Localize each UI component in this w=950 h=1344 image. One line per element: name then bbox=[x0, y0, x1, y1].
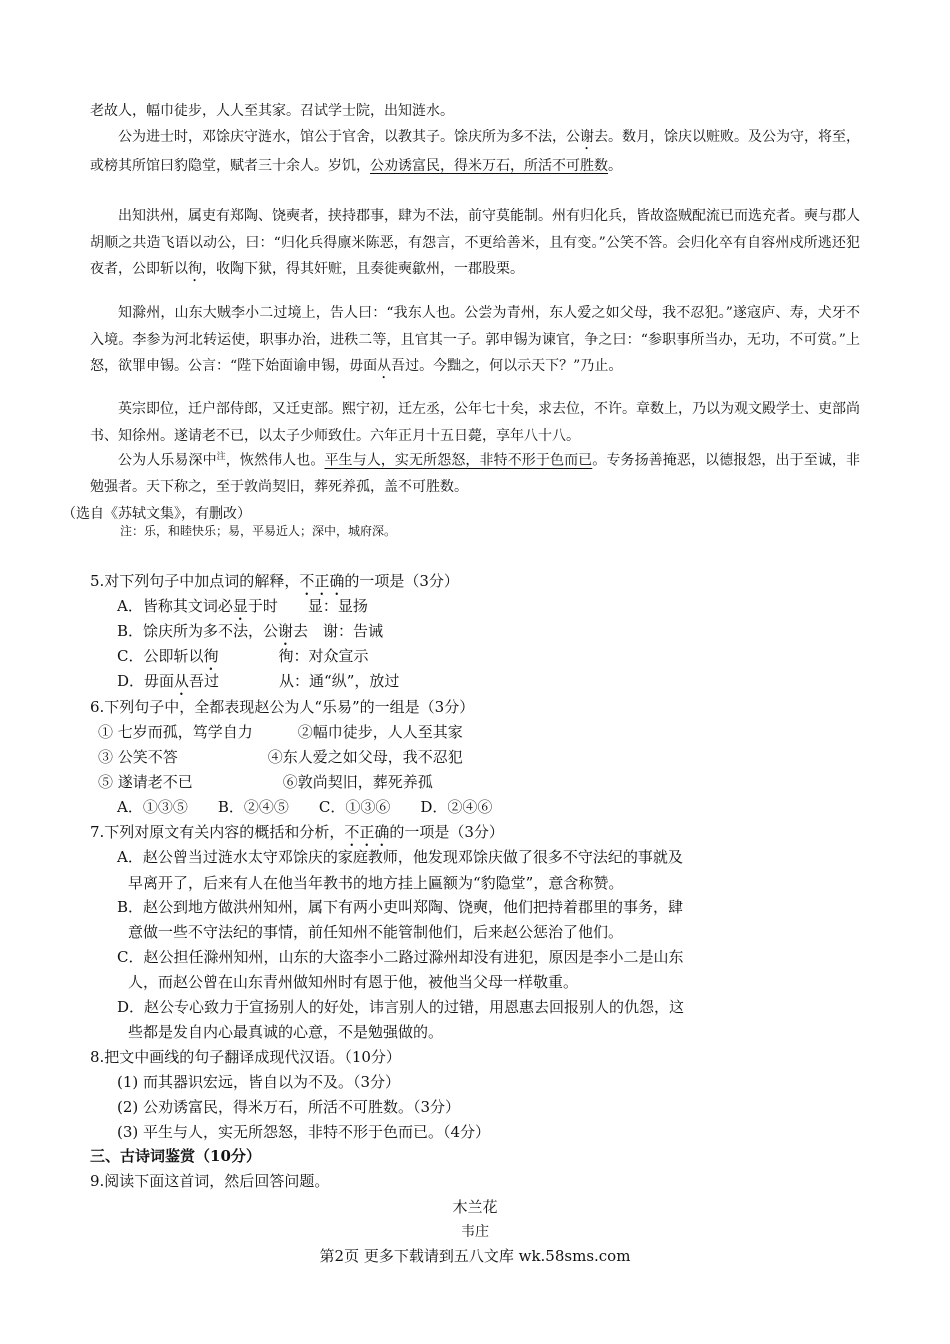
footnote: 注：乐，和睦快乐；易，平易近人；深中，城府深。 bbox=[120, 524, 397, 538]
dotted-word: 从 bbox=[377, 358, 392, 374]
poem-title: 木兰花 bbox=[452, 1198, 498, 1216]
passage-paragraph-4 bbox=[90, 396, 860, 449]
passage-text: 。专务扬善掩恶，以德报怨，出于至诚，非勉强者。天下称之，至于敦尚契旧，葬死养孤，盖不可胜数。 bbox=[90, 452, 861, 496]
stem-text: 的一项是（3分） bbox=[389, 823, 504, 841]
passage-text: 出知洪州，属吏有郑陶、饶奭者，挟持郡事，肆为不法，前守莫能制。州有归化兵，皆故盗贼配流已而选充者。奭与郡人胡顺之共造飞语以动公，曰：“归化兵得廪米陈恶，有怨言，不更给善米，且有变。”公笑不答。会归化卒有自容州戍所逃还犯夜者，公即斩以 bbox=[90, 208, 860, 277]
dotted-word: 徇 bbox=[188, 261, 202, 277]
underlined-sentence-3: 平生与人，实无所怨怒，非特不形于色而已 bbox=[324, 452, 593, 469]
question-7-option-b-line-2: 意做一些不守法纪的事情，前任知州不能管制他们，后来赵公惩治了他们。 bbox=[128, 923, 624, 941]
question-9-stem: 9.阅读下面这首词，然后回答问题。 bbox=[90, 1172, 330, 1190]
passage-text: 。 bbox=[608, 158, 622, 174]
passage-text: 公为进士时，邓馀庆守涟水，馆公于官舍，以教其子。馀庆所为多不法，公 bbox=[118, 129, 580, 145]
underlined-sentence-2: 公劝诱富民，得米万石，所活不可胜数 bbox=[370, 158, 608, 174]
dotted-word: 谢 bbox=[278, 622, 294, 640]
dotted-word: 谢 bbox=[580, 129, 594, 145]
option-text: A．皆称其文词必 bbox=[117, 597, 233, 615]
passage-text: ，恢然伟人也。 bbox=[225, 452, 325, 469]
passage-paragraph-5 bbox=[62, 444, 861, 527]
option-text: 于时 显：显扬 bbox=[247, 597, 368, 615]
question-6-row-3: ⑤ 遂请老不已 ⑥敦尚契旧，葬死养孤 bbox=[98, 773, 433, 791]
question-8-sentence-2: (2) 公劝诱富民，得米万石，所活不可胜数。（3分） bbox=[117, 1098, 461, 1116]
passage-text: 吾过。今黜之，何以示天下？”乃止。 bbox=[391, 358, 623, 374]
dotted-word: 从 bbox=[174, 672, 190, 690]
question-8-sentence-3: (3) 平生与人，实无所怨怒，非特不形于色而已。（4分） bbox=[117, 1123, 491, 1141]
passage-text: 知滁州，山东大贼李小二过境上，告人曰：“我东人也。公尝为青州，东人爱之如父母，我不忍犯。”遂寇庐、寿，犬牙不入境。李参为河北转运使，职事办治，进秩二等，且官其一子。郭申锡为谏官，争之曰：“参职事所当办，无功，不可赏。”上怒，欲罪申锡。公言：“陛下始面谕申锡，毋面 bbox=[90, 305, 860, 374]
option-text: C．公即斩以 bbox=[117, 647, 204, 665]
page-footer: 第2页 更多下载请到五八文库 wk.58sms.com bbox=[319, 1247, 631, 1265]
option-text: 去 谢：告诫 bbox=[293, 622, 384, 640]
option-text: 吾过 从：通“纵”，放过 bbox=[189, 672, 400, 690]
question-7-option-b-line-1: B．赵公到地方做洪州知州，属下有两小吏叫郑陶、饶奭，他们把持着郡里的事务，肆 bbox=[117, 898, 684, 916]
passage-paragraph-3 bbox=[90, 300, 860, 382]
dotted-word: 不正确 bbox=[299, 572, 345, 590]
question-5-option-d bbox=[117, 670, 399, 699]
footnote-marker: 注 bbox=[216, 452, 226, 462]
dotted-word: 显 bbox=[232, 597, 248, 615]
stem-text: 5.对下列句子中加点词的解释， bbox=[90, 572, 300, 590]
section-3-heading: 三、古诗词鉴赏（10分） bbox=[90, 1147, 261, 1165]
passage-text: 去。数月，馀庆以赃败。及公为守，将至，或榜其所馆曰豹隐堂，赋者三十余人。岁饥， bbox=[90, 129, 860, 174]
question-6-row-2: ③ 公笑不答 ④东人爱之如父母，我不忍犯 bbox=[98, 748, 463, 766]
dotted-word: 徇 bbox=[203, 647, 219, 665]
stem-text: 的一项是（3分） bbox=[344, 572, 459, 590]
question-7-option-d-line-2: 些都是发自内心最真诚的心意，不是勉强做的。 bbox=[128, 1023, 444, 1041]
stem-text: 7.下列对原文有关内容的概括和分析， bbox=[90, 823, 345, 841]
dotted-word: 不正确 bbox=[344, 823, 390, 841]
question-6-options: A．①③⑤ B．②④⑤ C．①③⑥ D．②④⑥ bbox=[117, 798, 493, 816]
passage-text: 英宗即位，迁户部侍郎，又迁吏部。熙宁初，迁左丞，公年七十矣，求去位，不许。章数上，乃以为观文殿学士、吏部尚书、知徐州。遂请老不已，以太子少师致仕。六年正月十五日薨，享年八十八。 bbox=[90, 401, 860, 444]
question-7-option-a-line-1: A．赵公曾当过涟水太守邓馀庆的家庭教师，他发现邓馀庆做了很多不守法纪的事就及 bbox=[117, 848, 683, 866]
poem-author: 韦庄 bbox=[461, 1224, 489, 1240]
question-7-option-c-line-1: C．赵公担任滁州知州，山东的大盗李小二路过滁州却没有进犯，原因是李小二是山东 bbox=[117, 948, 684, 966]
question-8-stem: 8.把文中画线的句子翻译成现代汉语。（10分） bbox=[90, 1048, 401, 1066]
question-7-option-d-line-1: D．赵公专心致力于宣扬别人的好处，讳言别人的过错，用恩惠去回报别人的仇怨，这 bbox=[117, 998, 685, 1016]
passage-source: （选自《苏轼文集》，有删改） bbox=[62, 505, 251, 522]
option-text: B．馀庆所为多不法，公 bbox=[117, 622, 279, 640]
option-text: D．毋面 bbox=[117, 672, 175, 690]
question-8-sentence-1: (1) 而其器识宏远，皆自以为不及。（3分） bbox=[117, 1073, 401, 1091]
passage-paragraph-2 bbox=[90, 203, 860, 285]
option-text: 徇：对众宣示 bbox=[218, 647, 369, 665]
question-6-row-1: ① 七岁而孤，笃学自力 ②幅巾徒步，人人至其家 bbox=[98, 723, 463, 741]
question-7-option-a-line-2: 早离开了，后来有人在他当年教书的地方挂上匾额为“豹隐堂”，意含称赞。 bbox=[128, 874, 624, 892]
passage-paragraph-1 bbox=[90, 124, 860, 180]
passage-text: 公为人乐易深中 bbox=[118, 452, 217, 469]
question-6-stem: 6.下列句子中，全都表现赵公为人“乐易”的一组是（3分） bbox=[90, 698, 475, 716]
passage-text: 老故人，幅巾徒步，人人至其家。召试学士院，出知涟水。 bbox=[90, 103, 454, 119]
passage-text: ，收陶下狱，得其奸赃，且奏徙奭歙州，一郡股栗。 bbox=[202, 261, 524, 277]
question-7-option-c-line-2: 人，而赵公曾在山东青州做知州时有恩于他，被他当父母一样敬重。 bbox=[128, 973, 579, 991]
passage-paragraph-0 bbox=[90, 98, 860, 125]
